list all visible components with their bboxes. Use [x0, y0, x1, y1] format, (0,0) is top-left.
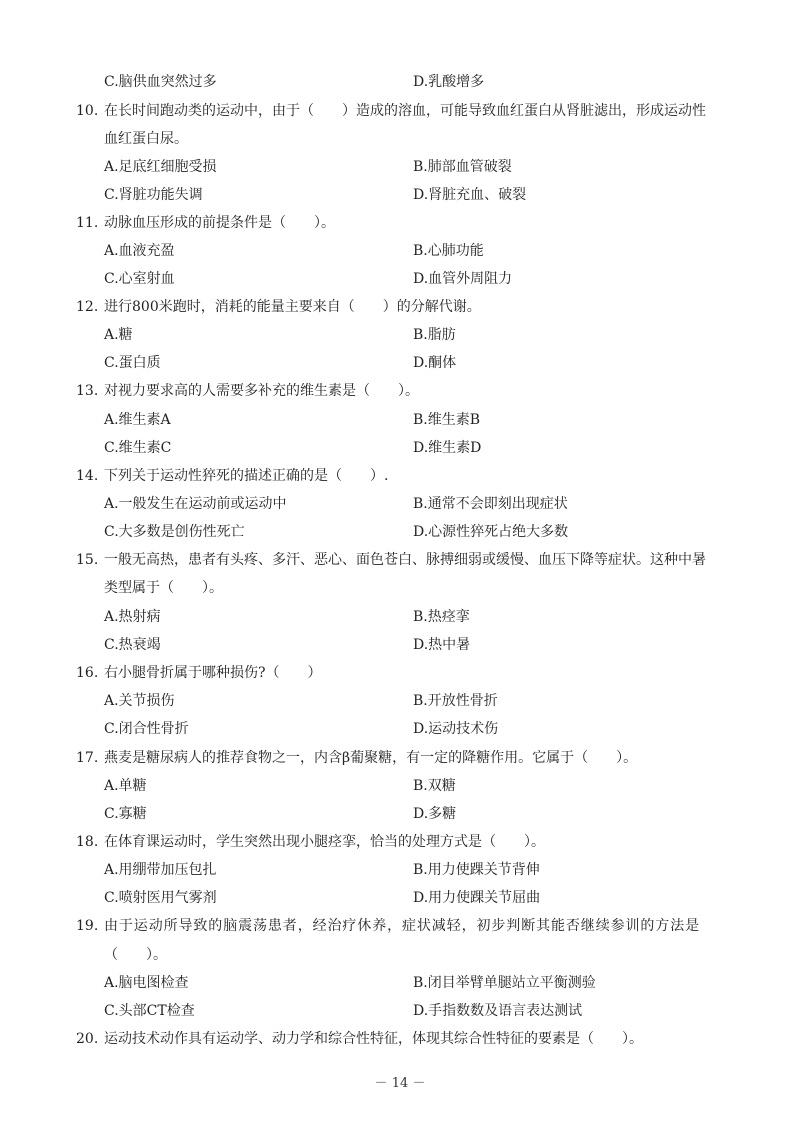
option-a: A.血液充盈 — [104, 243, 175, 259]
option-b: B.脂肪 — [413, 327, 456, 343]
question-stem: 动脉血压形成的前提条件是（ ）。 — [104, 215, 335, 231]
option-b: B.闭目举臂单腿站立平衡测验 — [413, 975, 596, 991]
option-d: D.用力使踝关节屈曲 — [413, 890, 541, 906]
option-c: C.热衰竭 — [104, 637, 161, 653]
option-b: B.维生素B — [413, 412, 481, 428]
option-a: A.足底红细胞受损 — [104, 159, 217, 175]
question-stem: 对视力要求高的人需要多补充的维生素是（ ）。 — [104, 383, 419, 399]
option-d: D.心源性猝死占绝大多数 — [413, 524, 569, 540]
question-stem: 运动技术动作具有运动学、动力学和综合性特征，体现其综合性特征的要素是（ ）。 — [104, 1031, 643, 1047]
option-c: C.心室射血 — [104, 271, 175, 287]
question-number: 17. — [76, 750, 99, 766]
option-b: B.通常不会即刻出现症状 — [413, 496, 568, 512]
option-c: C.维生素C — [104, 440, 172, 456]
question-stem: 下列关于运动性猝死的描述正确的是（ ）. — [104, 468, 389, 484]
question-number: 15. — [76, 552, 99, 568]
question-number: 20. — [76, 1031, 99, 1047]
question-number: 16. — [76, 665, 99, 681]
question-number: 13. — [76, 383, 99, 399]
question-number: 10. — [76, 103, 99, 119]
option-d: D.肾脏充血、破裂 — [413, 187, 527, 203]
option-d: D.手指数数及语言表达测试 — [413, 1003, 583, 1019]
option-a: A.一般发生在运动前或运动中 — [104, 496, 287, 512]
option-c: C.喷射医用气雾剂 — [104, 890, 217, 906]
option-c-carryover: C.脑供血突然过多 — [104, 74, 217, 90]
question-stem: 在体育课运动时，学生突然出现小腿痉挛，恰当的处理方式是（ ）。 — [104, 834, 545, 850]
option-d: D.运动技术伤 — [413, 721, 499, 737]
option-a: A.单糖 — [104, 778, 147, 794]
option-b: B.热痉挛 — [413, 609, 470, 625]
option-c: C.蛋白质 — [104, 355, 161, 371]
option-a: A.维生素A — [104, 412, 171, 428]
option-a: A.热射病 — [104, 609, 161, 625]
question-stem: 由于运动所导致的脑震荡患者，经治疗休养，症状减轻，初步判断其能否继续参训的方法是 — [104, 918, 700, 934]
question-stem: 在长时间跑动类的运动中，由于（ ）造成的溶血，可能导致血红蛋白从肾脏滤出，形成运动性 — [104, 103, 706, 119]
question-number: 19. — [76, 918, 99, 934]
question-number: 14. — [76, 468, 99, 484]
option-a: A.脑电图检查 — [104, 975, 189, 991]
question-stem: 一般无高热，患者有头疼、多汗、恶心、面色苍白、脉搏细弱或缓慢、血压下降等症状。这种中暑 — [104, 552, 706, 568]
option-a: A.关节损伤 — [104, 693, 175, 709]
question-stem-continued: 类型属于（ ）。 — [104, 580, 223, 596]
option-c: C.闭合性骨折 — [104, 721, 189, 737]
question-stem: 右小腿骨折属于哪种损伤?（ ） — [104, 665, 322, 681]
option-a: A.糖 — [104, 327, 133, 343]
page-number: － 14 － — [374, 1076, 426, 1091]
option-d: D.酮体 — [413, 355, 457, 371]
question-stem: 进行800米跑时，消耗的能量主要来自（ ）的分解代谢。 — [104, 299, 481, 315]
option-d-carryover: D.乳酸增多 — [413, 74, 485, 90]
option-d: D.热中暑 — [413, 637, 471, 653]
option-c: C.寡糖 — [104, 806, 147, 822]
question-stem-continued: 血红蛋白尿。 — [104, 131, 188, 147]
option-b: B.双糖 — [413, 778, 456, 794]
option-b: B.心肺功能 — [413, 243, 484, 259]
option-b: B.肺部血管破裂 — [413, 159, 512, 175]
option-b: B.开放性骨折 — [413, 693, 498, 709]
option-c: C.头部CT检查 — [104, 1003, 195, 1019]
option-c: C.肾脏功能失调 — [104, 187, 203, 203]
option-c: C.大多数是创伤性死亡 — [104, 524, 245, 540]
question-stem-continued: （ ）。 — [104, 947, 167, 963]
question-stem: 燕麦是糖尿病人的推荐食物之一，内含β葡聚糖，有一定的降糖作用。它属于（ ）。 — [104, 750, 638, 766]
option-d: D.血管外周阻力 — [413, 271, 513, 287]
option-b: B.用力使踝关节背伸 — [413, 862, 540, 878]
option-d: D.多糖 — [413, 806, 457, 822]
question-number: 12. — [76, 299, 99, 315]
question-number: 11. — [76, 215, 99, 231]
option-a: A.用绷带加压包扎 — [104, 862, 217, 878]
option-d: D.维生素D — [413, 440, 482, 456]
question-number: 18. — [76, 834, 99, 850]
